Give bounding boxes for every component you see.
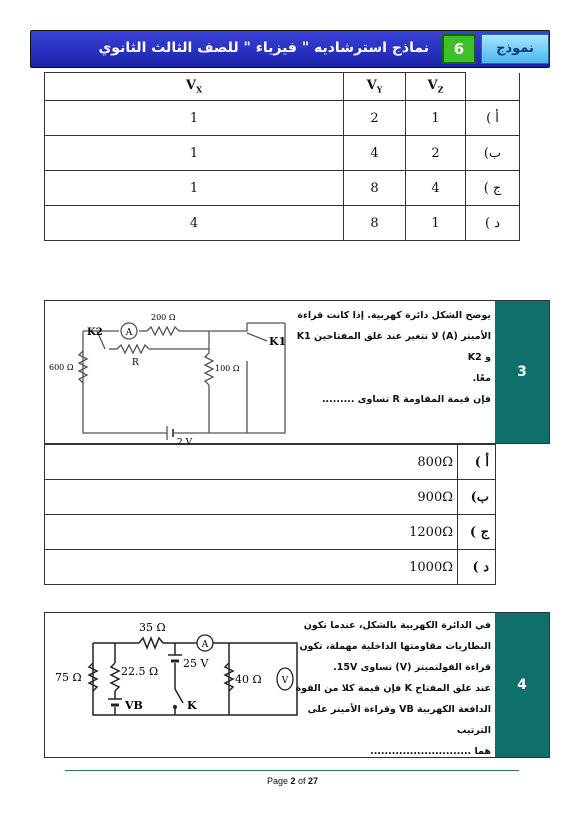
answer-table-header — [45, 73, 520, 101]
question-text — [291, 305, 491, 410]
cell-vy: 2 — [344, 101, 406, 136]
question-line: الدافعة الكهربية VB وقراءة الأميتر على الترتيب — [307, 704, 491, 736]
option-row[interactable] — [45, 550, 496, 585]
question-text — [291, 615, 491, 762]
cell-vz: 2 — [406, 136, 466, 171]
option-label[interactable]: أ ) — [458, 445, 496, 480]
answer-table — [44, 72, 520, 241]
vb-label: VB — [125, 699, 143, 712]
question-number: 3 — [495, 301, 549, 443]
footer-prefix: Page — [266, 776, 291, 786]
question-line: الأميتر (A) لا تتغير عند غلق المفتاحين K1 و K2 — [296, 331, 491, 363]
cell-vz: 1 — [406, 206, 466, 241]
k-label: K — [187, 699, 197, 712]
option-row[interactable] — [45, 480, 496, 515]
cell-vx: 1 — [45, 171, 344, 206]
model-label-badge: نموذج — [481, 34, 549, 64]
question-line: فإن قيمة المقاومة R تساوى ......... — [321, 394, 491, 405]
option-value: 1200Ω — [45, 515, 458, 550]
option-row[interactable] — [45, 515, 496, 550]
q3-options — [44, 444, 496, 585]
option-label[interactable]: ب) — [466, 136, 520, 171]
col-vy: $V_Y$ — [344, 73, 406, 101]
footer-page-number: 2 — [290, 776, 296, 786]
voltmeter-label: V — [281, 676, 289, 686]
v25-label: 25 V — [183, 657, 209, 670]
ammeter-label: A — [201, 640, 209, 650]
footer-separator: of — [295, 776, 309, 786]
table-row — [45, 206, 520, 241]
r75-label: 75 Ω — [55, 671, 82, 684]
page-footer — [0, 776, 585, 786]
r35-label: 35 Ω — [139, 621, 166, 634]
table-row — [45, 101, 520, 136]
circuit-diagram — [47, 305, 297, 448]
header-title: نماذج استرشاديه " فيزياء " للصف الثالث الثانوي — [98, 40, 429, 56]
table-row — [45, 136, 520, 171]
cell-vy: 8 — [344, 171, 406, 206]
option-value: 1000Ω — [45, 550, 458, 585]
r225-label: 22.5 Ω — [121, 665, 159, 678]
question-line: هما ............................ — [370, 746, 491, 757]
option-value: 800Ω — [45, 445, 458, 480]
cell-vz: 4 — [406, 171, 466, 206]
footer-page-total: 27 — [308, 776, 319, 786]
model-number-badge: 6 — [442, 34, 476, 64]
option-label[interactable]: أ ) — [466, 101, 520, 136]
question-line: قراءة الفولتميتر (V) تساوى 15V. — [333, 662, 491, 673]
cell-vz: 1 — [406, 101, 466, 136]
k2-label: K2 — [87, 327, 103, 338]
circuit-diagram-2 — [49, 615, 304, 725]
col-label — [466, 73, 520, 101]
question-line: البطاريات مقاومتها الداخلية مهملة، تكون — [299, 641, 491, 652]
option-value: 900Ω — [45, 480, 458, 515]
question-4 — [44, 612, 550, 758]
option-label[interactable]: د ) — [458, 550, 496, 585]
k1-label: K1 — [269, 335, 287, 348]
ammeter-label: A — [125, 328, 133, 338]
question-line: في الدائرة الكهربية بالشكل، عندما تكون — [303, 620, 491, 631]
cell-vx: 1 — [45, 136, 344, 171]
col-vz: $V_Z$ — [406, 73, 466, 101]
question-3 — [44, 300, 550, 448]
r200-label: 200 Ω — [151, 313, 176, 322]
question-number: 4 — [495, 613, 549, 757]
footer-divider — [65, 770, 519, 771]
col-vx: $V_X$ — [45, 73, 344, 101]
battery-label: 2 V — [177, 438, 193, 448]
option-label[interactable]: ج ) — [458, 515, 496, 550]
table-row — [45, 171, 520, 206]
option-row[interactable] — [45, 445, 496, 480]
question-line: عند غلق المفتاح K فإن قيمة كلا من القوة — [295, 683, 491, 694]
cell-vy: 4 — [344, 136, 406, 171]
cell-vx: 1 — [45, 101, 344, 136]
option-label[interactable]: ب) — [458, 480, 496, 515]
r-label: R — [132, 358, 139, 368]
option-label[interactable]: ج ) — [466, 171, 520, 206]
cell-vx: 4 — [45, 206, 344, 241]
r600-label: 600 Ω — [49, 363, 74, 372]
cell-vy: 8 — [344, 206, 406, 241]
question-line: يوضح الشكل دائرة كهربية. إذا كانت قراءة — [297, 310, 491, 321]
option-label[interactable]: د ) — [466, 206, 520, 241]
r40-label: 40 Ω — [235, 673, 262, 686]
r100-label: 100 Ω — [215, 364, 240, 373]
question-line: معًا. — [472, 373, 491, 384]
